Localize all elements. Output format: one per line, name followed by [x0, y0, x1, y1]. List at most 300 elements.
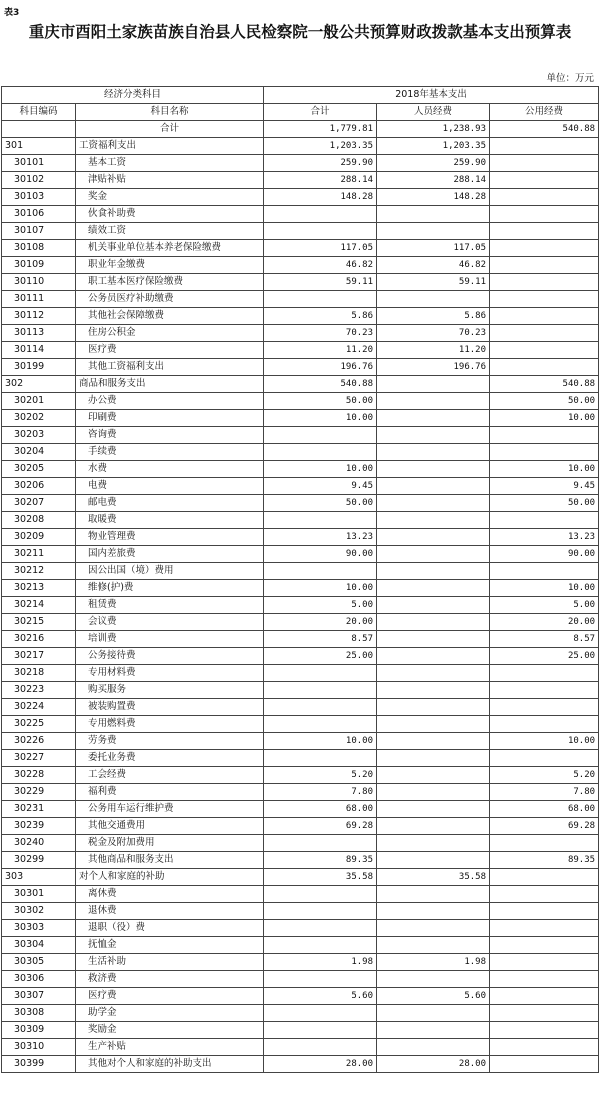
row-code: 30218	[2, 665, 76, 682]
row-personnel	[377, 223, 490, 240]
row-total: 1,779.81	[264, 121, 377, 138]
row-total	[264, 563, 377, 580]
row-total: 89.35	[264, 852, 377, 869]
row-total	[264, 886, 377, 903]
row-total: 10.00	[264, 580, 377, 597]
row-public	[490, 750, 599, 767]
row-personnel: 5.86	[377, 308, 490, 325]
row-name: 基本工资	[76, 155, 264, 172]
row-public: 10.00	[490, 461, 599, 478]
row-public	[490, 971, 599, 988]
row-code: 302	[2, 376, 76, 393]
row-name: 退职（役）费	[76, 920, 264, 937]
row-total	[264, 665, 377, 682]
row-name: 专用燃料费	[76, 716, 264, 733]
row-name: 津贴补贴	[76, 172, 264, 189]
row-public	[490, 988, 599, 1005]
row-personnel	[377, 478, 490, 495]
row-name: 职工基本医疗保险缴费	[76, 274, 264, 291]
row-code: 30111	[2, 291, 76, 308]
row-personnel	[377, 529, 490, 546]
row-public: 10.00	[490, 580, 599, 597]
row-public: 68.00	[490, 801, 599, 818]
row-public	[490, 223, 599, 240]
row-code: 30224	[2, 699, 76, 716]
row-total: 1.98	[264, 954, 377, 971]
row-name: 其他商品和服务支出	[76, 852, 264, 869]
table-row	[2, 937, 599, 954]
row-code: 30308	[2, 1005, 76, 1022]
table-row	[2, 359, 599, 376]
row-name: 救济费	[76, 971, 264, 988]
row-public	[490, 1056, 599, 1073]
row-personnel: 288.14	[377, 172, 490, 189]
row-public	[490, 325, 599, 342]
row-public	[490, 954, 599, 971]
row-public	[490, 903, 599, 920]
table-row	[2, 1056, 599, 1073]
row-total: 50.00	[264, 495, 377, 512]
row-public: 10.00	[490, 733, 599, 750]
row-public: 540.88	[490, 376, 599, 393]
row-public: 89.35	[490, 852, 599, 869]
table-row	[2, 580, 599, 597]
row-code: 30229	[2, 784, 76, 801]
row-name: 购买服务	[76, 682, 264, 699]
row-total: 10.00	[264, 461, 377, 478]
row-code: 30207	[2, 495, 76, 512]
row-personnel	[377, 291, 490, 308]
row-public	[490, 291, 599, 308]
row-total	[264, 971, 377, 988]
table-row	[2, 920, 599, 937]
row-name: 办公费	[76, 393, 264, 410]
row-personnel	[377, 665, 490, 682]
row-name: 电费	[76, 478, 264, 495]
row-total: 90.00	[264, 546, 377, 563]
table-row	[2, 342, 599, 359]
table-row	[2, 648, 599, 665]
row-code: 30305	[2, 954, 76, 971]
row-personnel	[377, 852, 490, 869]
table-row	[2, 325, 599, 342]
row-code: 30112	[2, 308, 76, 325]
row-code: 30227	[2, 750, 76, 767]
header-public: 公用经费	[490, 104, 599, 121]
row-personnel: 196.76	[377, 359, 490, 376]
row-code: 30216	[2, 631, 76, 648]
row-personnel	[377, 716, 490, 733]
row-code: 30114	[2, 342, 76, 359]
row-public: 7.80	[490, 784, 599, 801]
table-row	[2, 1022, 599, 1039]
row-personnel	[377, 818, 490, 835]
header-economic-category: 经济分类科目	[2, 87, 264, 104]
row-public: 9.45	[490, 478, 599, 495]
row-name: 其他交通费用	[76, 818, 264, 835]
row-public: 69.28	[490, 818, 599, 835]
row-personnel: 70.23	[377, 325, 490, 342]
row-name: 印刷费	[76, 410, 264, 427]
row-public	[490, 274, 599, 291]
table-row	[2, 189, 599, 206]
row-code: 30110	[2, 274, 76, 291]
row-personnel	[377, 597, 490, 614]
row-code: 30215	[2, 614, 76, 631]
row-name: 委托业务费	[76, 750, 264, 767]
row-name: 生产补贴	[76, 1039, 264, 1056]
row-personnel	[377, 903, 490, 920]
row-public: 5.20	[490, 767, 599, 784]
row-code: 30199	[2, 359, 76, 376]
row-personnel: 11.20	[377, 342, 490, 359]
table-row	[2, 631, 599, 648]
row-total	[264, 920, 377, 937]
row-personnel: 259.90	[377, 155, 490, 172]
row-personnel	[377, 682, 490, 699]
table-row	[2, 546, 599, 563]
row-code: 30202	[2, 410, 76, 427]
row-name: 其他社会保障缴费	[76, 308, 264, 325]
row-code	[2, 121, 76, 138]
row-code: 30225	[2, 716, 76, 733]
row-personnel: 1,203.35	[377, 138, 490, 155]
table-row	[2, 376, 599, 393]
row-name: 培训费	[76, 631, 264, 648]
table-row	[2, 835, 599, 852]
row-public	[490, 665, 599, 682]
row-code: 30208	[2, 512, 76, 529]
row-personnel	[377, 631, 490, 648]
table-row	[2, 767, 599, 784]
row-personnel	[377, 444, 490, 461]
row-code: 30113	[2, 325, 76, 342]
row-personnel	[377, 495, 490, 512]
row-name: 退休费	[76, 903, 264, 920]
table-row	[2, 223, 599, 240]
row-total: 288.14	[264, 172, 377, 189]
row-code: 30211	[2, 546, 76, 563]
row-personnel: 59.11	[377, 274, 490, 291]
row-personnel	[377, 393, 490, 410]
row-code: 30223	[2, 682, 76, 699]
table-row	[2, 1005, 599, 1022]
table-row	[2, 971, 599, 988]
row-public	[490, 920, 599, 937]
budget-table	[1, 86, 599, 1073]
row-total	[264, 1039, 377, 1056]
row-total: 13.23	[264, 529, 377, 546]
table-row	[2, 886, 599, 903]
row-personnel	[377, 784, 490, 801]
row-code: 30299	[2, 852, 76, 869]
table-row	[2, 393, 599, 410]
row-public	[490, 937, 599, 954]
row-name: 抚恤金	[76, 937, 264, 954]
row-name: 助学金	[76, 1005, 264, 1022]
row-code: 30108	[2, 240, 76, 257]
row-public	[490, 359, 599, 376]
row-total: 68.00	[264, 801, 377, 818]
table-row	[2, 1039, 599, 1056]
row-public: 13.23	[490, 529, 599, 546]
row-total: 28.00	[264, 1056, 377, 1073]
row-personnel	[377, 886, 490, 903]
table-row	[2, 172, 599, 189]
row-total: 59.11	[264, 274, 377, 291]
row-public: 5.00	[490, 597, 599, 614]
row-code: 30307	[2, 988, 76, 1005]
table-row	[2, 699, 599, 716]
row-code: 30213	[2, 580, 76, 597]
row-public	[490, 427, 599, 444]
row-personnel: 28.00	[377, 1056, 490, 1073]
row-name: 维修(护)费	[76, 580, 264, 597]
row-total: 25.00	[264, 648, 377, 665]
row-public	[490, 172, 599, 189]
row-public: 540.88	[490, 121, 599, 138]
table-row	[2, 274, 599, 291]
row-code: 30228	[2, 767, 76, 784]
table-row	[2, 495, 599, 512]
row-total: 69.28	[264, 818, 377, 835]
page-title: 重庆市酉阳土家族苗族自治县人民检察院一般公共预算财政拨款基本支出预算表	[28, 23, 572, 41]
row-total: 1,203.35	[264, 138, 377, 155]
row-personnel	[377, 699, 490, 716]
table-row	[2, 563, 599, 580]
row-name: 公务员医疗补助缴费	[76, 291, 264, 308]
row-code: 30226	[2, 733, 76, 750]
row-code: 30306	[2, 971, 76, 988]
row-code: 30239	[2, 818, 76, 835]
row-code: 30309	[2, 1022, 76, 1039]
row-personnel	[377, 1022, 490, 1039]
row-public	[490, 716, 599, 733]
row-name: 劳务费	[76, 733, 264, 750]
header-group-row	[2, 87, 599, 104]
row-code: 30209	[2, 529, 76, 546]
row-public: 25.00	[490, 648, 599, 665]
table-row	[2, 121, 599, 138]
row-code: 30203	[2, 427, 76, 444]
row-personnel	[377, 580, 490, 597]
row-total: 8.57	[264, 631, 377, 648]
row-public	[490, 206, 599, 223]
row-total	[264, 291, 377, 308]
row-public	[490, 1022, 599, 1039]
row-public	[490, 257, 599, 274]
row-total: 46.82	[264, 257, 377, 274]
table-row	[2, 903, 599, 920]
table-label: 表3	[4, 8, 20, 18]
row-total	[264, 699, 377, 716]
row-name: 公务用车运行维护费	[76, 801, 264, 818]
table-row	[2, 869, 599, 886]
row-personnel	[377, 206, 490, 223]
table-row	[2, 716, 599, 733]
row-total	[264, 937, 377, 954]
row-personnel	[377, 546, 490, 563]
table-row	[2, 512, 599, 529]
row-total: 148.28	[264, 189, 377, 206]
row-total: 117.05	[264, 240, 377, 257]
row-name: 奖金	[76, 189, 264, 206]
row-code: 30206	[2, 478, 76, 495]
row-public	[490, 682, 599, 699]
row-code: 301	[2, 138, 76, 155]
row-personnel	[377, 835, 490, 852]
row-public	[490, 699, 599, 716]
table-row	[2, 988, 599, 1005]
table-row	[2, 138, 599, 155]
row-code: 30205	[2, 461, 76, 478]
row-personnel	[377, 376, 490, 393]
row-code: 30302	[2, 903, 76, 920]
row-total: 5.00	[264, 597, 377, 614]
row-total	[264, 223, 377, 240]
row-personnel	[377, 971, 490, 988]
row-personnel	[377, 920, 490, 937]
header-name: 科目名称	[76, 104, 264, 121]
header-total: 合计	[264, 104, 377, 121]
table-row	[2, 597, 599, 614]
table-row	[2, 954, 599, 971]
row-code: 30304	[2, 937, 76, 954]
row-total: 10.00	[264, 733, 377, 750]
row-name: 奖励金	[76, 1022, 264, 1039]
row-total	[264, 716, 377, 733]
row-personnel	[377, 563, 490, 580]
table-row	[2, 784, 599, 801]
row-total	[264, 835, 377, 852]
row-public: 90.00	[490, 546, 599, 563]
table-row	[2, 410, 599, 427]
row-code: 30399	[2, 1056, 76, 1073]
row-public	[490, 835, 599, 852]
row-code: 30303	[2, 920, 76, 937]
row-name: 被装购置费	[76, 699, 264, 716]
row-personnel	[377, 410, 490, 427]
row-public	[490, 155, 599, 172]
row-code: 30107	[2, 223, 76, 240]
row-public	[490, 342, 599, 359]
row-total: 11.20	[264, 342, 377, 359]
row-personnel: 5.60	[377, 988, 490, 1005]
row-code: 30101	[2, 155, 76, 172]
row-code: 30201	[2, 393, 76, 410]
row-code: 30212	[2, 563, 76, 580]
row-name: 租赁费	[76, 597, 264, 614]
row-public	[490, 240, 599, 257]
row-total	[264, 427, 377, 444]
table-row	[2, 444, 599, 461]
row-public: 20.00	[490, 614, 599, 631]
row-name: 职业年金缴费	[76, 257, 264, 274]
row-name: 商品和服务支出	[76, 376, 264, 393]
header-basic-expenditure: 2018年基本支出	[264, 87, 599, 104]
table-row	[2, 206, 599, 223]
row-public	[490, 512, 599, 529]
table-row	[2, 733, 599, 750]
row-total: 50.00	[264, 393, 377, 410]
row-code: 30109	[2, 257, 76, 274]
table-row	[2, 852, 599, 869]
row-personnel	[377, 1005, 490, 1022]
row-total	[264, 682, 377, 699]
row-total: 35.58	[264, 869, 377, 886]
row-name: 物业管理费	[76, 529, 264, 546]
row-code: 30102	[2, 172, 76, 189]
row-personnel	[377, 1039, 490, 1056]
row-public	[490, 869, 599, 886]
row-name: 因公出国（境）费用	[76, 563, 264, 580]
row-code: 30106	[2, 206, 76, 223]
row-total: 5.20	[264, 767, 377, 784]
row-total: 196.76	[264, 359, 377, 376]
row-total: 10.00	[264, 410, 377, 427]
table-row	[2, 665, 599, 682]
row-code: 30204	[2, 444, 76, 461]
row-public	[490, 308, 599, 325]
row-total	[264, 903, 377, 920]
row-total	[264, 750, 377, 767]
row-name: 工会经费	[76, 767, 264, 784]
table-row	[2, 818, 599, 835]
row-total: 7.80	[264, 784, 377, 801]
header-code: 科目编码	[2, 104, 76, 121]
row-code: 30231	[2, 801, 76, 818]
row-code: 30301	[2, 886, 76, 903]
row-personnel: 35.58	[377, 869, 490, 886]
table-row	[2, 427, 599, 444]
table-row	[2, 614, 599, 631]
row-personnel	[377, 614, 490, 631]
row-name: 伙食补助费	[76, 206, 264, 223]
table-row	[2, 155, 599, 172]
row-total: 540.88	[264, 376, 377, 393]
row-personnel	[377, 512, 490, 529]
row-public	[490, 1039, 599, 1056]
row-personnel	[377, 937, 490, 954]
row-personnel	[377, 461, 490, 478]
row-personnel	[377, 427, 490, 444]
row-personnel: 1.98	[377, 954, 490, 971]
row-total: 70.23	[264, 325, 377, 342]
row-name: 对个人和家庭的补助	[76, 869, 264, 886]
row-total	[264, 1022, 377, 1039]
row-personnel: 148.28	[377, 189, 490, 206]
row-name: 离休费	[76, 886, 264, 903]
row-personnel: 117.05	[377, 240, 490, 257]
row-name: 会议费	[76, 614, 264, 631]
table-row	[2, 478, 599, 495]
row-name: 医疗费	[76, 988, 264, 1005]
row-public: 50.00	[490, 393, 599, 410]
row-public	[490, 444, 599, 461]
row-public	[490, 563, 599, 580]
table-row	[2, 461, 599, 478]
row-public	[490, 138, 599, 155]
table-row	[2, 682, 599, 699]
row-name: 生活补助	[76, 954, 264, 971]
table-row	[2, 750, 599, 767]
row-personnel	[377, 801, 490, 818]
row-name: 其他对个人和家庭的补助支出	[76, 1056, 264, 1073]
row-name: 水费	[76, 461, 264, 478]
table-row	[2, 257, 599, 274]
row-name: 税金及附加费用	[76, 835, 264, 852]
table-row	[2, 801, 599, 818]
